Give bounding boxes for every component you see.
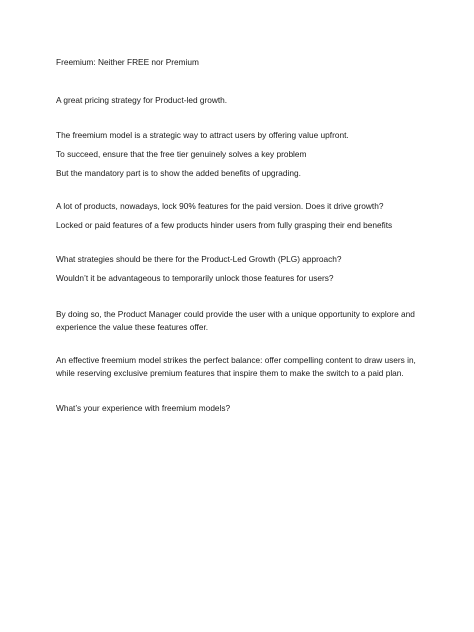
paragraph-intro: A great pricing strategy for Product-led growth. <box>56 95 228 105</box>
paragraph-effective-model: An effective freemium model strikes the perfect balance: offer compelling content to draw users in, while reserving exclusive premium features that inspire them to make the switch to a paid plan. <box>56 355 416 378</box>
paragraph-free-tier: To succeed, ensure that the free tier genuinely solves a key problem <box>56 149 307 159</box>
paragraph-closing-question: What’s your experience with freemium models? <box>56 403 231 413</box>
paragraph-plg-question: What strategies should be there for the Product-Led Growth (PLG) approach? <box>56 254 342 264</box>
document-title: Freemium: Neither FREE nor Premium <box>56 57 199 67</box>
paragraph-freemium-definition: The freemium model is a strategic way to attract users by offering value upfront. <box>56 130 349 140</box>
paragraph-product-manager: By doing so, the Product Manager could provide the user with a unique opportunity to explore and experience the value these features offer. <box>56 309 415 332</box>
paragraph-temporary-unlock: Wouldn’t it be advantageous to temporarily unlock those features for users? <box>56 273 334 283</box>
paragraph-upgrade-benefits: But the mandatory part is to show the added benefits of upgrading. <box>56 168 301 178</box>
paragraph-locked-features: A lot of products, nowadays, lock 90% features for the paid version. Does it drive growth? <box>56 201 384 211</box>
paragraph-hinder-users: Locked or paid features of a few products hinder users from fully grasping their end benefits <box>56 220 393 230</box>
